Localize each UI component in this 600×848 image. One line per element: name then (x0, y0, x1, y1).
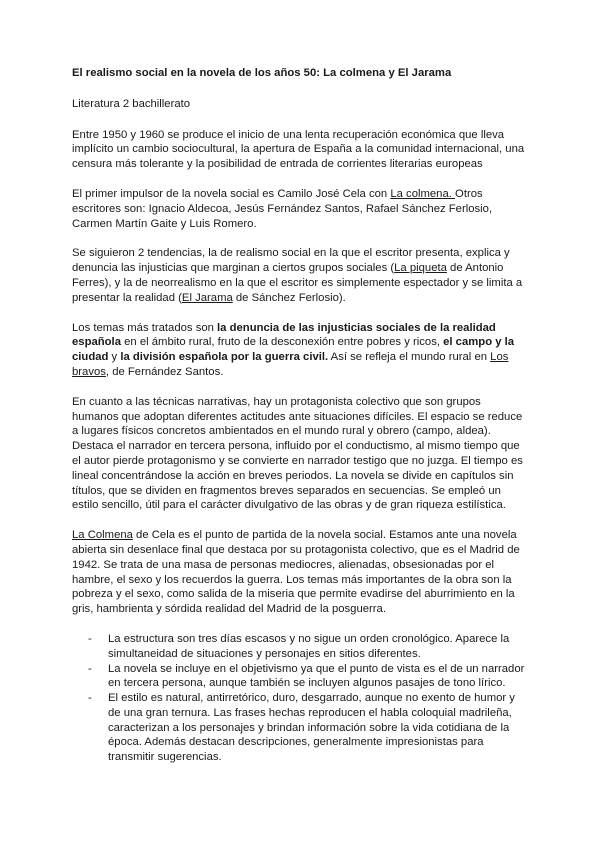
list-dash: - (88, 692, 92, 705)
document-title: El realismo social en la novela de los años 50: La colmena y El Jarama (72, 67, 452, 79)
list-dash: - (88, 632, 92, 645)
paragraph-tendencias-text-b: de Antonio Ferres), y la de neorrealismo en la que el escritor es simplemente espectador y se limita a presentar la realidad ( (72, 262, 523, 304)
paragraph-temas-text-e: , de Fernández Santos. (105, 365, 224, 378)
link-la-colmena-2: La Colmena (72, 529, 133, 542)
list-item (72, 662, 528, 692)
list-item (72, 691, 528, 765)
list-item (72, 632, 528, 662)
paragraph-temas-text-d: Así se refleja el mundo rural en (328, 351, 491, 364)
paragraph-temas-bold-3: la división española por la guerra civil. (120, 351, 329, 364)
paragraph-tecnicas: En cuanto a las técnicas narrativas, hay un protagonista colectivo que son grupos humanos que adoptan diferentes actitudes ante situaciones difíciles. El espacio se reduce a lugares físicos concretos ambientados en el mundo rural y obrero (campo, aldea). Destaca el narrador en tercera persona, influido por el conductismo, al mismo tiempo que el autor pierde protagonismo y se convierte en narrador testigo que no juzga. El tiempo es lineal concentrándose la acción en breves periodos. La novela se divide en capítulos sin títulos, que se dividen en fragmentos breves separados en secuencias. Se empleó un estilo sencillo, útil para el carácter divulgativo de las obras y de gran riqueza estilística. (72, 395, 523, 512)
paragraph-tendencias-text-c: de Sánchez Ferlosio). (232, 291, 346, 304)
paragraph-tendencias-text-a: Se siguieron 2 tendencias, la de realismo social en la que el escritor presenta, explica y denuncia las injusticias que marginan a ciertos grupos sociales ( (72, 247, 510, 275)
list-item-text: La estructura son tres días escasos y no sigue un orden cronológico. Aparece la simultaneidad de situaciones y personajes en sitios diferentes. (108, 632, 510, 660)
link-los-bravos: Los bravos (72, 351, 509, 378)
paragraph-temas-text-c: y (108, 351, 121, 364)
paragraph-impulsor (72, 187, 528, 231)
paragraph-temas-bold-2: el campo y la ciudad (72, 336, 515, 364)
paragraph-tendencias (72, 246, 528, 305)
list-item-text: La novela se incluye en el objetivismo ya que el punto de vista es el de un narrador en tercera persona, aunque también se incluyen algunos pasajes de tono lírico. (108, 662, 525, 690)
paragraph-la-colmena (72, 528, 528, 617)
document-subtitle: Literatura 2 bachillerato (72, 97, 191, 110)
link-el-jarama: El Jarama (181, 291, 233, 304)
paragraph-temas-text-b: en el ámbito rural, fruto de la desconexión entre pobres y ricos, (120, 336, 444, 349)
document-page (72, 66, 528, 765)
paragraph-temas (72, 321, 528, 380)
paragraph-impulsor-text-a: El primer impulsor de la novela social es Camilo José Cela con (72, 187, 391, 200)
paragraph-temas-bold-1: la denuncia de las injusticias sociales de la realidad española (72, 321, 496, 349)
paragraph-intro: Entre 1950 y 1960 se produce el inicio de una lenta recuperación económica que lleva implícito un cambio sociocultural, la apertura de España a la comunidad internacional, una censura más tolerante y la posibilidad de entrada de corrientes literarias europeas (72, 128, 525, 171)
paragraph-temas-text-a: Los temas más tratados son (72, 321, 218, 334)
bullet-list (72, 632, 528, 765)
link-la-piqueta: La piqueta (394, 262, 447, 275)
paragraph-la-colmena-text: de Cela es el punto de partida de la novela social. Estamos ante una novela abierta sin desenlace final que destaca por su protagonista colectivo, que es el Madrid de 1942. Se trata de una masa de personas mediocres, alienadas, obsesionadas por el hambre, el sexo y los recuerdos la guerra. Los temas más importantes de la obra son la pobreza y el sexo, como salida de la miseria que permite evadirse del aburrimiento en la gris, hambrienta y sórdida realidad del Madrid de la posguerra. (72, 529, 520, 616)
link-la-colmena: La colmena. (390, 187, 456, 200)
list-dash: - (88, 662, 92, 675)
paragraph-impulsor-text-b: Otros escritores son: Ignacio Aldecoa, Jesús Fernández Santos, Rafael Sánchez Ferlosio, Carmen Martín Gaite y Luis Romero. (72, 187, 493, 230)
list-item-text: El estilo es natural, antirretórico, duro, desgarrado, aunque no exento de humor y de una gran ternura. Las frases hechas reproducen el habla coloquial madrileña, caracterizan a los personajes y brindan información sobre la vida cotidiana de la época. Además destacan descripciones, generalmente impresionistas para transmitir sugerencias. (108, 692, 515, 764)
